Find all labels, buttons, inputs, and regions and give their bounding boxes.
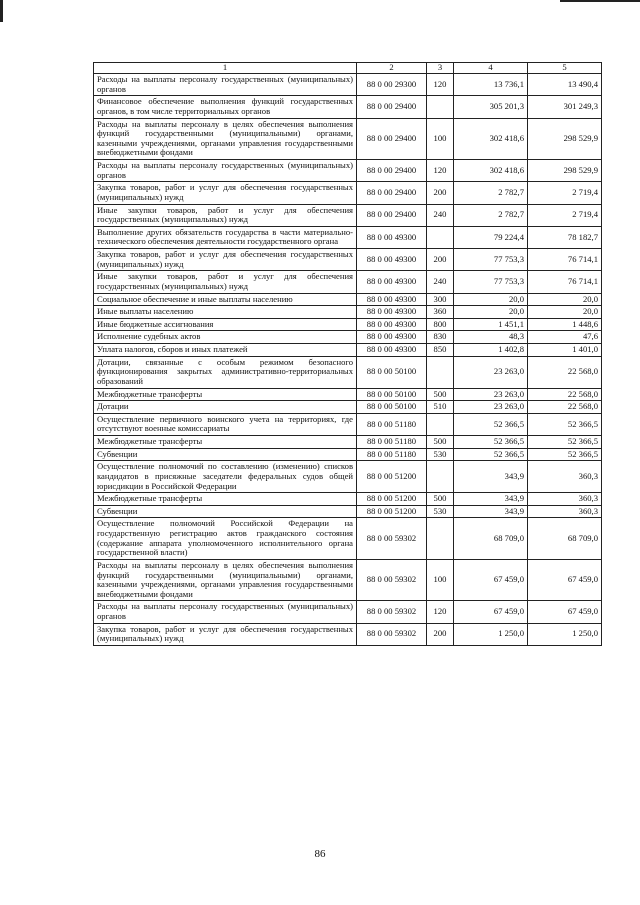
table-row (94, 413, 602, 435)
row-name: Иные закупки товаров, работ и услуг для обеспечения государственных (муниципальных) нужд (94, 271, 357, 293)
row-name: Осуществление первичного воинского учета на территориях, где отсутствуют военные комиссариаты (94, 413, 357, 435)
table-row (94, 74, 602, 96)
row-code: 88 0 00 29400 (357, 118, 427, 160)
row-name: Исполнение судебных актов (94, 331, 357, 344)
row-value-col4: 302 418,6 (454, 160, 528, 182)
row-name: Осуществление полномочий Российской Федерации на государственную регистрацию актов гражданского состояния (содержание аппарата уполномоченного исполнительного органа государственной власти) (94, 518, 357, 560)
row-name: Социальное обеспечение и иные выплаты населению (94, 293, 357, 306)
row-code: 88 0 00 49300 (357, 344, 427, 357)
row-code: 88 0 00 49300 (357, 293, 427, 306)
row-name: Расходы на выплаты персоналу государственных (муниципальных) органов (94, 160, 357, 182)
row-value-col4: 77 753,3 (454, 271, 528, 293)
row-value-col5: 76 714,1 (528, 271, 602, 293)
row-code: 88 0 00 29400 (357, 96, 427, 118)
table-row (94, 356, 602, 388)
row-expense-type: 240 (427, 271, 454, 293)
row-code: 88 0 00 51180 (357, 436, 427, 449)
page-number: 86 (314, 848, 326, 860)
row-value-col5: 67 459,0 (528, 601, 602, 623)
row-expense-type (427, 226, 454, 248)
row-expense-type (427, 461, 454, 493)
row-expense-type (427, 413, 454, 435)
row-name: Выполнение других обязательств государства в части материально-технического обеспечения деятельности государственного органа (94, 226, 357, 248)
row-value-col4: 343,9 (454, 505, 528, 518)
row-value-col5: 360,3 (528, 461, 602, 493)
header-col-1: 1 (94, 63, 357, 74)
row-code: 88 0 00 51200 (357, 493, 427, 506)
row-value-col5: 13 490,4 (528, 74, 602, 96)
table-row (94, 559, 602, 601)
row-name: Субвенции (94, 505, 357, 518)
table-row (94, 331, 602, 344)
row-name: Уплата налогов, сборов и иных платежей (94, 344, 357, 357)
table-row (94, 436, 602, 449)
scan-left-edge (0, 0, 3, 22)
row-code: 88 0 00 59302 (357, 518, 427, 560)
row-value-col5: 298 529,9 (528, 160, 602, 182)
row-value-col5: 360,3 (528, 493, 602, 506)
table-row (94, 401, 602, 414)
table-row (94, 226, 602, 248)
table-row (94, 505, 602, 518)
row-value-col5: 52 366,5 (528, 413, 602, 435)
row-expense-type: 200 (427, 623, 454, 645)
table-row (94, 601, 602, 623)
row-name: Закупка товаров, работ и услуг для обеспечения государственных (муниципальных) нужд (94, 182, 357, 204)
table-row (94, 160, 602, 182)
row-expense-type: 120 (427, 74, 454, 96)
header-col-3: 3 (427, 63, 454, 74)
row-value-col4: 67 459,0 (454, 559, 528, 601)
row-value-col5: 22 568,0 (528, 388, 602, 401)
row-value-col5: 301 249,3 (528, 96, 602, 118)
row-value-col5: 22 568,0 (528, 401, 602, 414)
scan-top-edge (560, 0, 640, 2)
row-value-col4: 20,0 (454, 293, 528, 306)
table-row (94, 182, 602, 204)
row-value-col4: 67 459,0 (454, 601, 528, 623)
header-row (94, 63, 602, 74)
row-value-col4: 20,0 (454, 306, 528, 319)
row-name: Закупка товаров, работ и услуг для обеспечения государственных (муниципальных) нужд (94, 623, 357, 645)
row-expense-type: 510 (427, 401, 454, 414)
row-name: Межбюджетные трансферты (94, 436, 357, 449)
row-value-col5: 67 459,0 (528, 559, 602, 601)
header-col-2: 2 (357, 63, 427, 74)
table-row (94, 96, 602, 118)
row-code: 88 0 00 59302 (357, 601, 427, 623)
row-code: 88 0 00 50100 (357, 356, 427, 388)
row-value-col5: 1 448,6 (528, 318, 602, 331)
row-code: 88 0 00 59302 (357, 559, 427, 601)
row-expense-type: 240 (427, 204, 454, 226)
row-expense-type: 500 (427, 493, 454, 506)
row-value-col4: 2 782,7 (454, 182, 528, 204)
row-value-col4: 23 263,0 (454, 388, 528, 401)
row-value-col5: 76 714,1 (528, 249, 602, 271)
row-code: 88 0 00 51200 (357, 461, 427, 493)
row-expense-type: 360 (427, 306, 454, 319)
row-code: 88 0 00 49300 (357, 318, 427, 331)
table-row (94, 306, 602, 319)
row-value-col5: 52 366,5 (528, 436, 602, 449)
row-name: Иные закупки товаров, работ и услуг для обеспечения государственных (муниципальных) нужд (94, 204, 357, 226)
row-code: 88 0 00 50100 (357, 401, 427, 414)
row-value-col5: 360,3 (528, 505, 602, 518)
row-value-col5: 1 401,0 (528, 344, 602, 357)
row-value-col4: 1 402,8 (454, 344, 528, 357)
row-name: Расходы на выплаты персоналу в целях обеспечения выполнения функций государственными (муниципальными) органами, казенными учреждениями, органами управления государственными внебюджетными фондами (94, 118, 357, 160)
row-code: 88 0 00 29300 (357, 74, 427, 96)
row-value-col5: 68 709,0 (528, 518, 602, 560)
row-expense-type: 120 (427, 601, 454, 623)
table-row (94, 318, 602, 331)
table-row (94, 623, 602, 645)
row-name: Расходы на выплаты персоналу в целях обеспечения выполнения функций государственными (муниципальными) органами, казенными учреждениями, органами управления государственными внебюджетными фондами (94, 559, 357, 601)
table-row (94, 493, 602, 506)
row-expense-type: 100 (427, 118, 454, 160)
row-value-col4: 1 451,1 (454, 318, 528, 331)
row-code: 88 0 00 49300 (357, 331, 427, 344)
row-value-col4: 343,9 (454, 493, 528, 506)
row-value-col5: 2 719,4 (528, 182, 602, 204)
row-name: Иные бюджетные ассигнования (94, 318, 357, 331)
row-value-col4: 343,9 (454, 461, 528, 493)
row-expense-type: 200 (427, 249, 454, 271)
row-code: 88 0 00 49300 (357, 271, 427, 293)
row-value-col4: 23 263,0 (454, 356, 528, 388)
row-expense-type: 530 (427, 448, 454, 461)
table-row (94, 518, 602, 560)
row-code: 88 0 00 51200 (357, 505, 427, 518)
row-expense-type: 100 (427, 559, 454, 601)
row-expense-type: 800 (427, 318, 454, 331)
row-expense-type (427, 356, 454, 388)
row-code: 88 0 00 29400 (357, 160, 427, 182)
row-name: Расходы на выплаты персоналу государственных (муниципальных) органов (94, 74, 357, 96)
row-name: Закупка товаров, работ и услуг для обеспечения государственных (муниципальных) нужд (94, 249, 357, 271)
row-expense-type (427, 96, 454, 118)
header-col-4: 4 (454, 63, 528, 74)
row-expense-type: 850 (427, 344, 454, 357)
row-code: 88 0 00 49300 (357, 226, 427, 248)
row-code: 88 0 00 50100 (357, 388, 427, 401)
row-code: 88 0 00 49300 (357, 306, 427, 319)
row-name: Расходы на выплаты персоналу государственных (муниципальных) органов (94, 601, 357, 623)
row-value-col5: 1 250,0 (528, 623, 602, 645)
row-name: Осуществление полномочий по составлению (изменению) списков кандидатов в присяжные заседатели федеральных судов общей юрисдикции в Российской Федерации (94, 461, 357, 493)
row-value-col4: 68 709,0 (454, 518, 528, 560)
row-name: Иные выплаты населению (94, 306, 357, 319)
row-expense-type: 830 (427, 331, 454, 344)
row-expense-type: 530 (427, 505, 454, 518)
row-code: 88 0 00 29400 (357, 182, 427, 204)
row-value-col4: 52 366,5 (454, 413, 528, 435)
row-code: 88 0 00 51180 (357, 413, 427, 435)
row-code: 88 0 00 29400 (357, 204, 427, 226)
row-name: Дотации (94, 401, 357, 414)
table-row (94, 388, 602, 401)
table-row (94, 461, 602, 493)
row-value-col5: 47,6 (528, 331, 602, 344)
row-value-col5: 2 719,4 (528, 204, 602, 226)
table-row (94, 204, 602, 226)
table-row (94, 271, 602, 293)
row-value-col4: 2 782,7 (454, 204, 528, 226)
row-expense-type: 300 (427, 293, 454, 306)
row-name: Финансовое обеспечение выполнения функций государственных органов, в том числе территориальных органов (94, 96, 357, 118)
budget-table (93, 62, 602, 646)
row-name: Субвенции (94, 448, 357, 461)
row-expense-type: 120 (427, 160, 454, 182)
table-row (94, 448, 602, 461)
row-value-col4: 302 418,6 (454, 118, 528, 160)
row-code: 88 0 00 51180 (357, 448, 427, 461)
table-row (94, 249, 602, 271)
table-row (94, 118, 602, 160)
row-value-col5: 78 182,7 (528, 226, 602, 248)
row-name: Межбюджетные трансферты (94, 388, 357, 401)
table-row (94, 344, 602, 357)
row-value-col4: 1 250,0 (454, 623, 528, 645)
row-value-col4: 305 201,3 (454, 96, 528, 118)
row-expense-type (427, 518, 454, 560)
row-expense-type: 500 (427, 436, 454, 449)
row-value-col4: 52 366,5 (454, 436, 528, 449)
header-col-5: 5 (528, 63, 602, 74)
row-value-col5: 20,0 (528, 293, 602, 306)
table-row (94, 293, 602, 306)
row-code: 88 0 00 59302 (357, 623, 427, 645)
row-name: Дотации, связанные с особым режимом безопасного функционирования закрытых административно-территориальных образований (94, 356, 357, 388)
row-name: Межбюджетные трансферты (94, 493, 357, 506)
row-expense-type: 500 (427, 388, 454, 401)
row-value-col5: 298 529,9 (528, 118, 602, 160)
row-value-col4: 77 753,3 (454, 249, 528, 271)
row-value-col5: 22 568,0 (528, 356, 602, 388)
row-value-col4: 23 263,0 (454, 401, 528, 414)
row-value-col4: 52 366,5 (454, 448, 528, 461)
row-value-col4: 79 224,4 (454, 226, 528, 248)
row-value-col5: 52 366,5 (528, 448, 602, 461)
row-value-col5: 20,0 (528, 306, 602, 319)
row-value-col4: 48,3 (454, 331, 528, 344)
row-code: 88 0 00 49300 (357, 249, 427, 271)
row-value-col4: 13 736,1 (454, 74, 528, 96)
row-expense-type: 200 (427, 182, 454, 204)
